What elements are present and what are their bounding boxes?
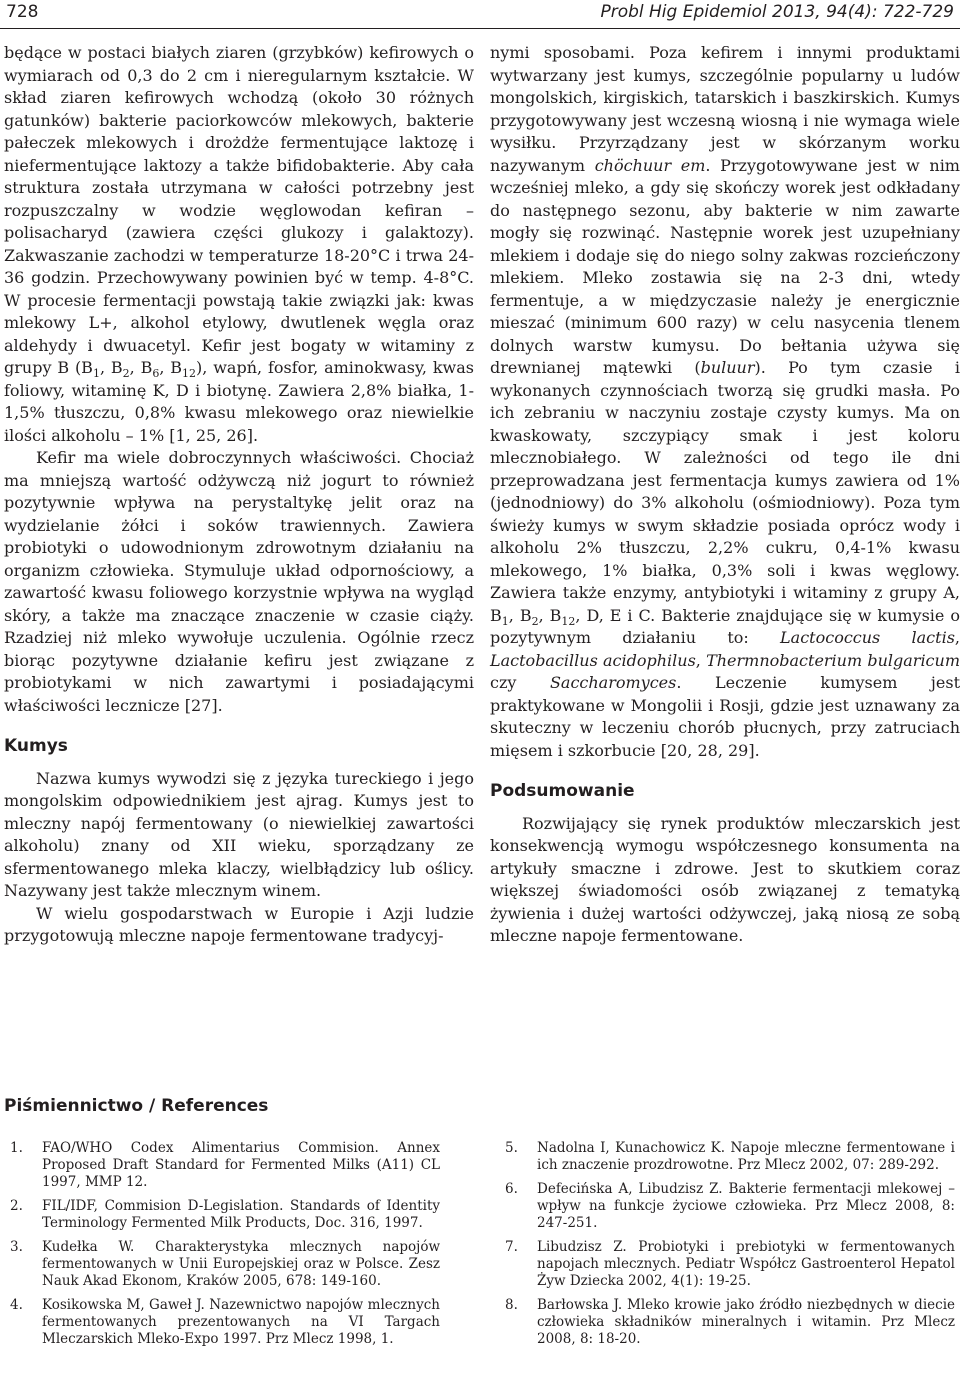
paragraph-summary: Rozwijający się rynek produktów mleczarskich jest konsekwencją wymogu współczesnego konsumenta na artykuły smaczne i zdrowe. Jest to skutkiem coraz większej świadomości osób związanej z tematyką żywienia i dużej wartości odżywczej, jaką niosą ze sobą mleczne napoje fermentowane. xyxy=(490,813,960,945)
journal-citation: Probl Hig Epidemiol 2013, 94(4): 722-729 xyxy=(600,2,954,22)
running-header xyxy=(0,0,960,29)
reference-item: 5. Nadolna I, Kunachowicz K. Napoje mleczne fermentowane i ich znaczenie prozdrowotne. Prz Mlecz 2002, 07: 289-292. xyxy=(505,1140,955,1173)
section-heading-kumys: Kumys xyxy=(4,736,68,756)
paragraph-kumys-tradition: W wielu gospodarstwach w Europie i Azji ludzie przygotowują mleczne napoje fermentowane tradycyj- xyxy=(4,903,474,945)
reference-item: 7. Libudzisz Z. Probiotyki i prebiotyki w fermentowanych napojach mlecznych. Pediatr Współcz Gastroenterol Hepatol Żyw Dziecka 2002, 4(1): 19-25. xyxy=(505,1239,955,1289)
references-list-right xyxy=(505,1140,955,1355)
left-column xyxy=(4,42,474,948)
reference-item: 3. Kudełka W. Charakterystyka mlecznych napojów fermentowanych w Unii Europejskiej oraz w Polsce. Zesz Nauk Akad Ekonom, Kraków 2005, 678: 149-160. xyxy=(10,1239,440,1289)
paragraph-kefir-benefits: Kefir ma wiele dobroczynnych właściwości. Chociaż ma mniejszą wartość odżywczą niż jogurt to również pozytywnie wpływa na perystaltykę jelit oraz na wydzielanie żółci i soków trawiennych. Zawiera probiotyki o udowodnionym zdrowotnym działaniu na organizm człowieka. Stymuluje układ odpornościowy, a zawartość kwasu foliowego korzystnie wpływa na wygląd skóry, a także ma znaczące znaczenie w czasie ciąży. Rzadziej niż mleko wywołuje uczulenia. Ogólnie rzecz biorąc pozytywne działanie kefiru jest związane z probiotykami w nich zawartymi i posiadającymi właściwości lecznicze [27]. xyxy=(4,448,474,715)
paragraph-kumys-preparation: nymi sposobami. Poza kefirem i innymi produktami wytwarzany jest kumys, szczególnie popularny u ludów mongolskich, kirgiskich, tatarskich i baszkirskich. Kumys przygotowywany jest wczesną wiosną i nie wymaga wiele wysiłku. Przyrządzany jest w skórzanym worku nazywanym chöchuur em. Przygotowywane jest w nim wcześniej mleko, a gdy się skończy worek jest odkładany do następnego sezonu, aby bakterie w nim zawarte mogły się rozwinąć. Następnie worek jest uzupełniany mlekiem i dodaje się do niego solny zakwas rozcieńczony mlekiem. Mleko zostawia się na 2-3 dni, wtedy fermentuje, a w międzyczasie należy je energicznie mieszać (minimum 600 razy) w celu nasycenia tlenem dolnych warstw kumysu. Do bełtania używa się drewnianej mątewki (buluur). Po tym czasie i wykonanych czynnościach tworzą się grudki masła. Po ich zebraniu w naczyniu zostaje czysty kumys. Ma on kwaskowaty, szczypiący smak i jest koloru mlecznobiałego. W zależności od tego ile dni przeprowadzana jest fermentacja kumys zawiera od 1% (jednodniowy) do 3% alkoholu (ośmiodniowy). Poza tym świeży kumys w swym składzie posiada oprócz wody i alkoholu 2% tłuszczu, 2,2% cukru, 0,4-1% kwasu mlekowego, 1% białka, 0,3% soli i kwas węglowy. Zawiera także enzymy, antybiotyki i witaminy z grupy A, $B_1$, $B_2$, $B_{12}$, D, E i C. Bakterie znajdujące się w kumysie o pozytywnym działaniu to: Lactococcus lactis, Lactobacillus acidophilus, Thermnobacterium bulgaricum czy Saccharomyces. Leczenie kumysem jest praktykowane w Mongolii i Rosji, gdzie jest uznawany za skuteczny w leczeniu chorób płucnych, przy zatruciach mięsem i szkorbucie [20, 28, 29]. xyxy=(490,43,960,760)
reference-item: 4. Kosikowska M, Gaweł J. Nazewnictwo napojów mlecznych fermentowanych prezentowanych na VI Targach Mleczarskich Mleko-Expo 1997. Prz Mlecz 1998, 1. xyxy=(10,1297,440,1347)
references-heading: Piśmiennictwo / References xyxy=(4,1096,269,1116)
section-heading-summary: Podsumowanie xyxy=(490,781,635,801)
right-column xyxy=(490,42,960,948)
reference-item: 2. FIL/IDF, Commision D-Legislation. Standards of Identity Terminology Fermented Milk Products, Doc. 316, 1997. xyxy=(10,1198,440,1231)
references-list-left xyxy=(10,1140,440,1355)
page-number: 728 xyxy=(6,2,39,22)
reference-item: 1. FAO/WHO Codex Alimentarius Commision. Annex Proposed Draft Standard for Fermented Milks (A11) CL 1997, MMP 12. xyxy=(10,1140,440,1190)
paragraph-kumys-origin: Nazwa kumys wywodzi się z języka tureckiego i jego mongolskim odpowiednikiem jest ajrag. Kumys jest to mleczny napój fermentowany (o niewielkiej zawartości alkoholu) znany od XII wieku, sporządzany ze sfermentowanego mleka klaczy, wielbłądzicy lub oślicy. Nazywany jest także mlecznym winem. xyxy=(4,768,474,900)
reference-item: 6. Defecińska A, Libudzisz Z. Bakterie fermentacji mlekowej – wpływ na funkcje życiowe człowieka. Prz Mlecz 2008, 8: 247-251. xyxy=(505,1181,955,1231)
paragraph-kefir-composition: będące w postaci białych ziaren (grzybków) kefirowych o wymiarach od 0,3 do 2 cm i nieregularnym kształcie. W skład ziaren kefirowych wchodzą (około 30 różnych gatunków) bakterie paciorkowców mlekowych, bakterie pałeczek mlekowych i drożdże fermentujące laktozę i niefermentujące laktozy a także bifidobakterie. Aby cała struktura została utrzymana w całości potrzebny jest rozpuszczalny w wodzie węglowodan kefiran – polisacharyd (zawiera części glukozy i galaktozy). Zakwaszanie zachodzi w temperaturze 18-20°C i trwa 24-36 godzin. Przechowywany powinien być w temp. 4-8°C. W procesie fermentacji powstają takie związki jak: kwas mlekowy L+, alkohol etylowy, dwutlenek węgla oraz aldehydy i dwuacetyl. Kefir jest bogaty w witaminy z grupy B ($B_1$, $B_2$, $B_6$, $B_{12}$), wapń, fosfor, aminokwasy, kwas foliowy, witaminę K, D i biotynę. Zawiera 2,8% białka, 1-1,5% tłuszczu, 0,8% kwasu mlekowego oraz niewielkie ilości alkoholu – 1% [1, 25, 26]. xyxy=(4,43,474,445)
reference-item: 8. Barłowska J. Mleko krowie jako źródło niezbędnych w diecie człowieka składników mineralnych i witamin. Prz Mlecz 2008, 8: 18-20. xyxy=(505,1297,955,1347)
